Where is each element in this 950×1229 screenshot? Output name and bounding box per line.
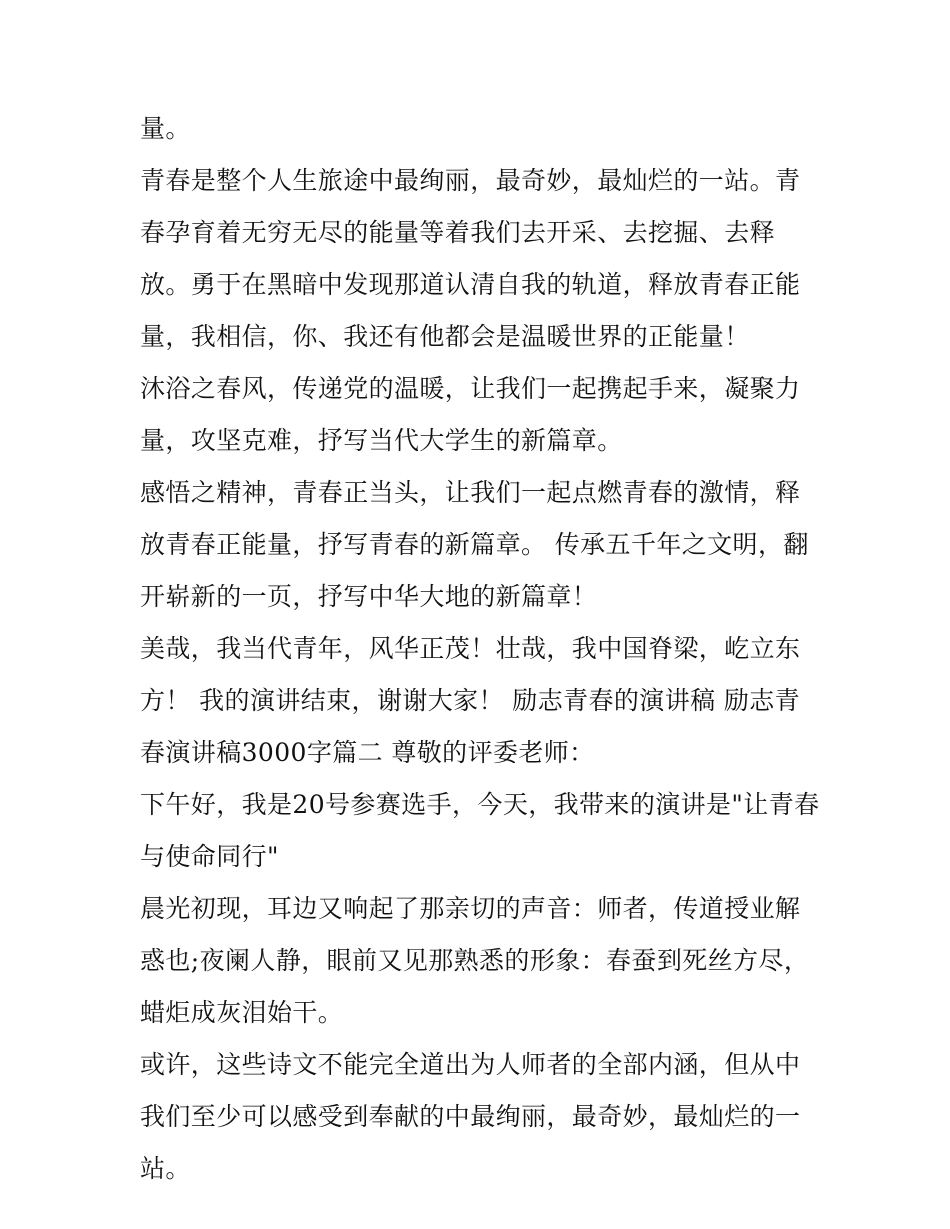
document-body	[140, 103, 820, 1195]
paragraph-2: 青春是整个人生旅途中最绚丽，最奇妙，最灿烂的一站。青春孕育着无穷无尽的能量等着我们去开采、去挖掘、去释放。勇于在黑暗中发现那道认清自我的轨道，释放青春正能量，我相信，你、我还有他都会是温暖世界的正能量！	[140, 166, 801, 351]
paragraph-5: 美哉，我当代青年，风华正茂！壮哉，我中国脊梁，屹立东方！ 我的演讲结束，谢谢大家！ 励志青春的演讲稿 励志青春演讲稿3000字篇二 尊敬的评委老师：	[140, 634, 801, 767]
paragraph-6: 下午好，我是20号参赛选手，今天，我带来的演讲是"让青春与使命同行"	[140, 790, 820, 871]
paragraph-3: 沐浴之春风，传递党的温暖，让我们一起携起手来，凝聚力量，攻坚克难，抒写当代大学生的新篇章。	[140, 374, 801, 455]
paragraph-1: 量。	[140, 114, 191, 143]
paragraph-8: 或许，这些诗文不能完全道出为人师者的全部内涵，但从中我们至少可以感受到奉献的中最绚丽，最奇妙，最灿烂的一站。	[140, 1050, 801, 1183]
paragraph-7: 晨光初现，耳边又响起了那亲切的声音：师者，传道授业解惑也;夜阑人静，眼前又见那熟悉的形象：春蚕到死丝方尽，蜡炬成灰泪始干。	[140, 894, 810, 1027]
paragraph-4: 感悟之精神，青春正当头，让我们一起点燃青春的激情，释放青春正能量，抒写青春的新篇章。 传承五千年之文明，翻开崭新的一页，抒写中华大地的新篇章！	[140, 478, 809, 611]
